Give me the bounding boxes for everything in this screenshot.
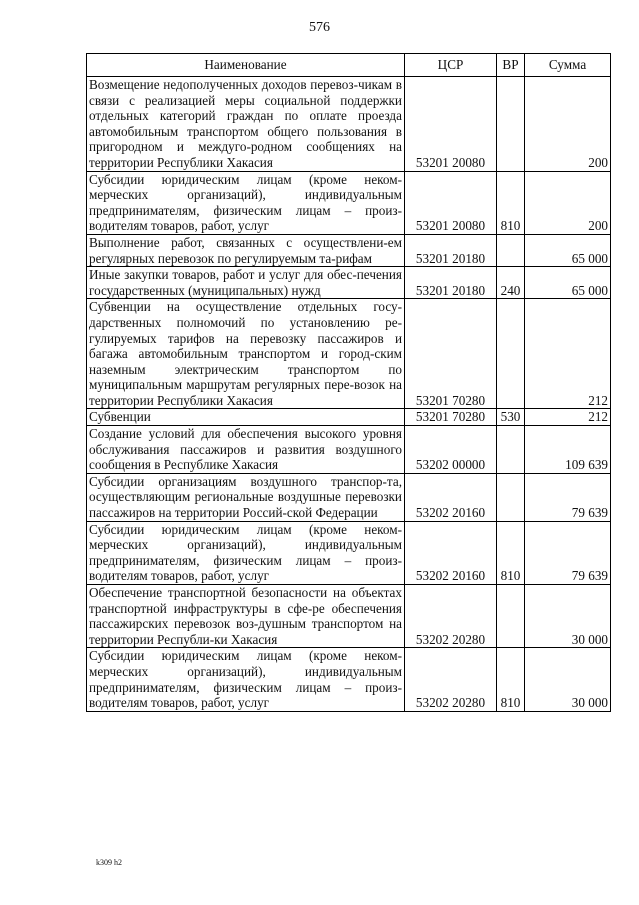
row-sum: 109 639	[525, 426, 611, 474]
row-name: Субвенции на осуществление отдельных госу-дарственных полномочий по установлению ре-гулируемых тарифов на перевозку пассажиров и багажа автомобильным транспортом и город-ским наземным электрическим транспортом по муниципальным маршрутам регулярных пере-возок на территории Республики Хакасия	[87, 299, 405, 409]
row-sum: 200	[525, 171, 611, 234]
header-csr: ЦСР	[405, 54, 497, 77]
row-vr	[497, 299, 525, 409]
row-sum: 65 000	[525, 234, 611, 266]
row-csr: 53201 20180	[405, 267, 497, 299]
row-name: Обеспечение транспортной безопасности на объектах транспортной инфраструктуры в сфе-ре обеспечения пассажирских перевозок воз-душным транспортом на территории Республи-ки Хакасия	[87, 585, 405, 648]
row-vr	[497, 234, 525, 266]
row-sum: 200	[525, 77, 611, 172]
row-vr	[497, 426, 525, 474]
row-csr: 53201 70280	[405, 409, 497, 426]
header-vr: ВР	[497, 54, 525, 77]
table-row	[87, 234, 611, 266]
row-name: Субсидии юридическим лицам (кроме неком-мерческих организаций), индивидуальным предпринимателям, физическим лицам – произ-водителям товаров, работ, услуг	[87, 648, 405, 711]
table-row	[87, 299, 611, 409]
table-row	[87, 473, 611, 521]
footer-code: k309 h2	[96, 858, 122, 867]
row-name: Иные закупки товаров, работ и услуг для обес-печения государственных (муниципальных) нужд	[87, 267, 405, 299]
header-sum: Сумма	[525, 54, 611, 77]
row-csr: 53202 20160	[405, 521, 497, 584]
row-sum: 30 000	[525, 648, 611, 711]
row-csr: 53202 20280	[405, 585, 497, 648]
table-row	[87, 409, 611, 426]
row-name: Субвенции	[87, 409, 405, 426]
row-sum: 79 639	[525, 473, 611, 521]
table-row	[87, 521, 611, 584]
row-name: Субсидии юридическим лицам (кроме неком-мерческих организаций), индивидуальным предпринимателям, физическим лицам – произ-водителям товаров, работ, услуг	[87, 171, 405, 234]
row-vr: 810	[497, 171, 525, 234]
row-csr: 53202 20160	[405, 473, 497, 521]
row-vr: 810	[497, 521, 525, 584]
header-name: Наименование	[87, 54, 405, 77]
row-name: Субсидии организациям воздушного транспор-та, осуществляющим региональные воздушные перевозки пассажиров на территории Россий-ской Федерации	[87, 473, 405, 521]
row-csr: 53201 20080	[405, 77, 497, 172]
table-header-row	[87, 54, 611, 77]
row-sum: 79 639	[525, 521, 611, 584]
table-row	[87, 426, 611, 474]
row-csr: 53202 00000	[405, 426, 497, 474]
row-csr: 53202 20280	[405, 648, 497, 711]
row-vr	[497, 77, 525, 172]
row-vr: 240	[497, 267, 525, 299]
row-vr: 810	[497, 648, 525, 711]
table-row	[87, 171, 611, 234]
row-sum: 30 000	[525, 585, 611, 648]
table-row	[87, 648, 611, 711]
row-csr: 53201 70280	[405, 299, 497, 409]
row-sum: 212	[525, 299, 611, 409]
table-row	[87, 585, 611, 648]
row-csr: 53201 20180	[405, 234, 497, 266]
budget-table	[86, 53, 611, 712]
row-sum: 212	[525, 409, 611, 426]
row-name: Возмещение недополученных доходов перевоз-чикам в связи с реализацией меры социальной поддержки отдельных категорий граждан по оплате проезда автомобильным транспортом общего пользования в пригородном и междуго-родном сообщениях на территории Республики Хакасия	[87, 77, 405, 172]
row-name: Выполнение работ, связанных с осуществлени-ем регулярных перевозок по регулируемым та-рифам	[87, 234, 405, 266]
row-vr	[497, 473, 525, 521]
row-vr: 530	[497, 409, 525, 426]
row-name: Субсидии юридическим лицам (кроме неком-мерческих организаций), индивидуальным предпринимателям, физическим лицам – произ-водителям товаров, работ, услуг	[87, 521, 405, 584]
row-vr	[497, 585, 525, 648]
row-name: Создание условий для обеспечения высокого уровня обслуживания пассажиров и развития воздушного сообщения в Республике Хакасия	[87, 426, 405, 474]
table-row	[87, 267, 611, 299]
table-row	[87, 77, 611, 172]
page-number: 576	[309, 20, 330, 35]
row-csr: 53201 20080	[405, 171, 497, 234]
row-sum: 65 000	[525, 267, 611, 299]
